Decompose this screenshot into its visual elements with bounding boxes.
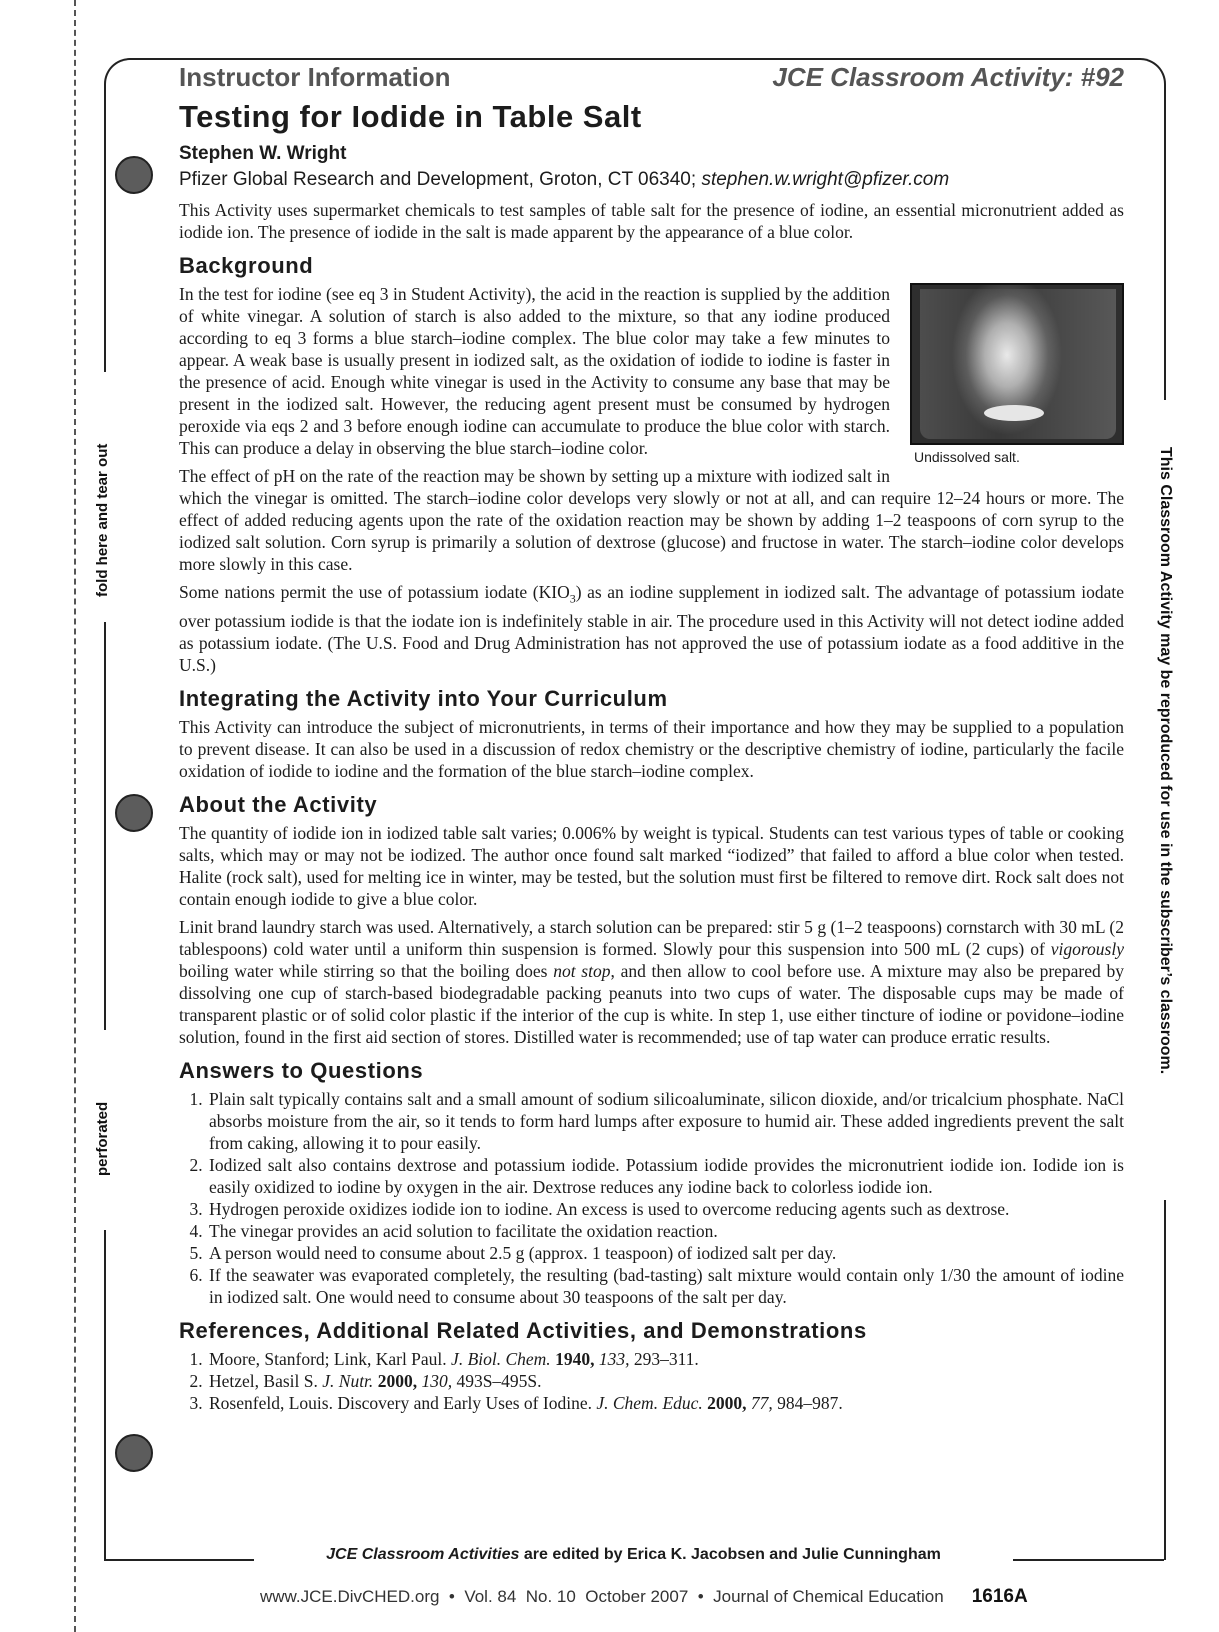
answers-list: [179, 1088, 1124, 1308]
undissolved-salt-photo: [910, 283, 1124, 445]
about-paragraph-2: Linit brand laundry starch was used. Alternatively, a starch solution can be prepared: stir 5 g (1–2 teaspoons) cornstarch with 30 mL (2 tablespoons) cold water until a uniform thin suspension is formed. Slowly pour this suspension into 500 mL (2 cups) of vigorously boiling water while stirring so that the boiling does not stop, and then allow to cool before use. A mixture may also be prepared by dissolving one cup of starch-based biodegradable packing peanuts into two cups of water. The disposable cups may be made of transparent plastic or of solid color plastic if the interior of the cup is white. In step 1, use either tincture of iodine or povidone–iodine solution, found in the first aid section of stores. Distilled water is recommended; use of tap water can produce erratic results.: [179, 916, 1124, 1047]
reference-item: 3. Rosenfeld, Louis. Discovery and Early Uses of Iodine. J. Chem. Educ. 2000, 77, 984–987.: [207, 1392, 1124, 1414]
about-heading: About the Activity: [179, 791, 378, 817]
activity-label: JCE Classroom Activity: #92: [772, 62, 1124, 92]
list-item: 1. Plain salt typically contains salt and a small amount of sodium silicoaluminate, silicon dioxide, and/or tricalcium phosphate. NaCl absorbs moisture from the air, so it tends to form hard lumps after exposure to humid air. These added ingredients prevent the salt from caking, allowing it to pour easily.: [207, 1088, 1124, 1154]
reproduction-notice: This Classroom Activity may be reproduced for use in the subscriber’s classroom.: [1157, 447, 1174, 1075]
list-item: 4. The vinegar provides an acid solution to facilitate the oxidation reaction.: [207, 1220, 1124, 1242]
tear-line: [74, 0, 76, 1632]
page-footer: [260, 1586, 1159, 1608]
frame-bottom-left: [104, 1559, 254, 1561]
list-item: 2. Iodized salt also contains dextrose and potassium iodide. Potassium iodide provides the micronutrient iodide ion. Iodide ion is easily oxidized to iodine by oxygen in the air. Dextrose reduces any iodine back to colorless iodide ion.: [207, 1154, 1124, 1198]
curriculum-heading: Integrating the Activity into Your Curriculum: [179, 685, 668, 711]
perforated-label: perforated: [94, 1101, 111, 1176]
background-heading: Background: [179, 253, 314, 278]
answers-heading: Answers to Questions: [179, 1057, 424, 1083]
background-paragraph-2: The effect of pH on the rate of the reaction may be shown by setting up a mixture with iodized salt in which the vinegar is omitted. The starch–iodine color develops very slowly or not at all, and can require 12–24 hours or more. The effect of added reducing agents upon the rate of the oxidation reaction may be shown by adding 1–2 teaspoons of corn syrup to the iodized salt solution. Corn syrup is primarily a solution of dextrose (glucose) and fructose in water. The starch–iodine color develops more slowly in this case.: [179, 466, 1124, 574]
main-content: [179, 62, 1124, 1414]
background-section: [179, 283, 1124, 676]
punch-hole-icon: [115, 156, 153, 194]
editor-credit: JCE Classroom Activities are edited by Erica K. Jacobsen and Julie Cunningham: [326, 1546, 941, 1563]
reference-item: 2. Hetzel, Basil S. J. Nutr. 2000, 130, 493S–495S.: [207, 1370, 1124, 1392]
section-label: Instructor Information: [179, 62, 451, 92]
reference-item: 1. Moore, Stanford; Link, Karl Paul. J. Biol. Chem. 1940, 133, 293–311.: [207, 1348, 1124, 1370]
list-item: 3. Hydrogen peroxide oxidizes iodide ion to iodine. An excess is used to overcome reducing agents such as dextrose.: [207, 1198, 1124, 1220]
punch-hole-icon: [115, 1434, 153, 1472]
author-name: Stephen W. Wright: [179, 143, 347, 164]
intro-paragraph: This Activity uses supermarket chemicals to test samples of table salt for the presence of iodine, an essential micronutrient added as iodide ion. The presence of iodide in the salt is made apparent by the appearance of a blue color.: [179, 200, 1124, 242]
references-heading: References, Additional Related Activities, and Demonstrations: [179, 1317, 867, 1343]
page-number: 1616A: [971, 1586, 1028, 1607]
background-paragraph-1: In the test for iodine (see eq 3 in Student Activity), the acid in the reaction is supplied by the addition of white vinegar. A solution of starch is also added to the mixture, so that any iodine produced according to eq 3 forms a blue starch–iodine complex. The blue color may take a few minutes to appear. A weak base is usually present in iodized salt, as the oxidation of iodide to iodine is faster in the presence of acid. Enough white vinegar is used in the Activity to consume any base that may be present in the iodized salt. However, the reducing agent present must be consumed by hydrogen peroxide via eqs 2 and 3 before enough iodine can accumulate to produce the blue color with starch. This can produce a delay in observing the blue starch–iodine color.: [179, 284, 890, 458]
frame-bottom-right: [1013, 1559, 1164, 1561]
affiliation: Pfizer Global Research and Development, Groton, CT 06340; stephen.w.wright@pfizer.com: [179, 169, 950, 190]
about-paragraph-1: The quantity of iodide ion in iodized table salt varies; 0.006% by weight is typical. Students can test various types of table or cooking salts, which may or may not be iodized. The author once found salt marked “iodized” that failed to afford a blue color when tested. Halite (rock salt), used for melting ice in winter, may be tested, but the solution must first be filtered to remove dirt. Rock salt does not contain enough iodide to give a blue color.: [179, 822, 1124, 909]
header: [179, 62, 1124, 93]
references-list: [179, 1348, 1124, 1414]
background-paragraph-3: Some nations permit the use of potassium iodate $(KIO_3)$ as an iodine supplement in iodized salt. The advantage of potassium iodate over potassium iodide is that the iodate ion is indefinitely stable in air. The procedure used in this Activity will not detect iodine added as potassium iodate. (The U.S. Food and Drug Administration has not approved the use of potassium iodate as a food additive in the U.S.): [179, 582, 1124, 675]
curriculum-paragraph: This Activity can introduce the subject of micronutrients, in terms of their importance and how they may be supplied to a population to prevent disease. It can also be used in a discussion of redox chemistry or the descriptive chemistry of iodine, particularly the facile oxidation of iodide to iodine and the formation of the blue starch–iodine complex.: [179, 716, 1124, 781]
list-item: 6. If the seawater was evaporated completely, the resulting (bad-tasting) salt mixture would contain only 1/30 the amount of iodine in iodized salt. One would need to consume about 30 teaspoons of the salt per day.: [207, 1264, 1124, 1308]
author-email: stephen.w.wright@pfizer.com: [701, 169, 950, 190]
photo-caption: Undissolved salt.: [914, 449, 1020, 465]
page-title: Testing for Iodide in Table Salt: [179, 99, 642, 134]
journal-line: www.JCE.DivCHED.org • Vol. 84 No. 10 October 2007 • Journal of Chemical Education: [260, 1587, 944, 1606]
list-item: 5. A person would need to consume about 2.5 g (approx. 1 teaspoon) of iodized salt per day.: [207, 1242, 1124, 1264]
punch-hole-icon: [115, 794, 153, 832]
fold-label: fold here and tear out: [94, 443, 111, 597]
photo-figure: [910, 283, 1124, 465]
